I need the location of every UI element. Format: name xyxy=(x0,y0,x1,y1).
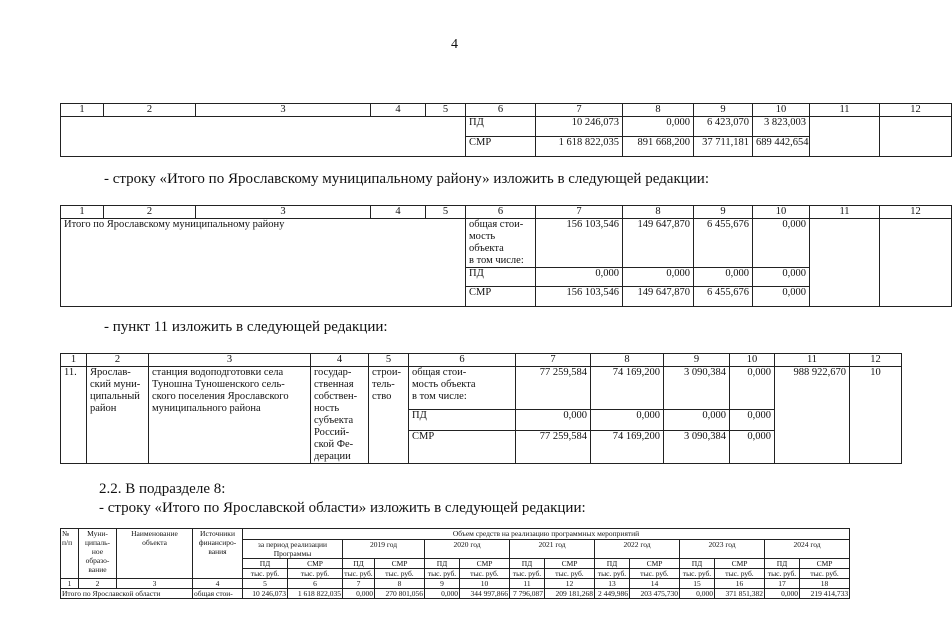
column-number-cell: 8 xyxy=(623,104,694,117)
value-cell: 0,000 xyxy=(753,268,810,287)
empty-cell xyxy=(810,219,880,307)
value-cell: 10 246,073 xyxy=(243,589,288,599)
column-number-cell: 10 xyxy=(753,104,810,117)
column-number-cell: 5 xyxy=(426,206,466,219)
table-yaroslavl-district-total xyxy=(60,205,952,307)
header-smr: СМР xyxy=(460,559,510,569)
total-cost-cell: 988 922,670 xyxy=(775,367,850,464)
column-number-cell: 12 xyxy=(545,579,595,589)
value-cell: 6 455,676 xyxy=(694,219,753,268)
header-unit: тыс. руб. xyxy=(765,569,800,579)
column-number-cell: 4 xyxy=(193,579,243,589)
header-unit: тыс. руб. xyxy=(630,569,680,579)
empty-cell xyxy=(880,117,952,157)
column-number-cell: 7 xyxy=(343,579,375,589)
header-unit: тыс. руб. xyxy=(595,569,630,579)
source-cell: общая стои- мость объекта в том числе: xyxy=(466,219,536,268)
column-number-cell: 6 xyxy=(288,579,343,589)
value-cell: 7 796,087 xyxy=(510,589,545,599)
column-number-cell: 4 xyxy=(371,206,426,219)
column-number-cell: 4 xyxy=(311,354,369,367)
header-year: 2020 год xyxy=(425,540,510,559)
column-number-cell: 7 xyxy=(516,354,591,367)
header-unit: тыс. руб. xyxy=(288,569,343,579)
column-number-cell: 3 xyxy=(196,206,371,219)
column-number-cell: 8 xyxy=(591,354,664,367)
header-pd: ПД xyxy=(595,559,630,569)
value-cell: 0,000 xyxy=(425,589,460,599)
column-number-cell: 2 xyxy=(104,104,196,117)
ownership-cell: государ- ственная собствен- ность субъекта Россий- ской Фе- дерации xyxy=(311,367,369,464)
header-period: за период реализации Программы xyxy=(243,540,343,559)
header-sources: Источники финансиро- вания xyxy=(193,529,243,579)
instruction-paragraph: - строку «Итого по Ярославскому муниципальному району» изложить в следующей редакции: xyxy=(104,171,709,187)
column-number-cell: 7 xyxy=(536,206,623,219)
header-unit: тыс. руб. xyxy=(800,569,850,579)
value-cell: 77 259,584 xyxy=(516,367,591,410)
table-yaroslavl-region-total xyxy=(60,528,850,599)
value-cell: 156 103,546 xyxy=(536,287,623,307)
value-cell: 156 103,546 xyxy=(536,219,623,268)
value-cell: 37 711,181 xyxy=(694,137,753,157)
column-number-cell: 10 xyxy=(753,206,810,219)
column-number-cell: 6 xyxy=(409,354,516,367)
header-pd: ПД xyxy=(343,559,375,569)
table-item-11 xyxy=(60,353,902,464)
header-year: 2019 год xyxy=(343,540,425,559)
column-number-cell: 10 xyxy=(730,354,775,367)
count-cell: 10 xyxy=(850,367,902,464)
row-label-cell: Итого по Ярославскому муниципальному району xyxy=(61,219,466,307)
header-unit: тыс. руб. xyxy=(375,569,425,579)
value-cell: 371 851,382 xyxy=(715,589,765,599)
column-number-cell: 9 xyxy=(694,206,753,219)
column-number-cell: 2 xyxy=(87,354,149,367)
column-number-cell: 6 xyxy=(466,206,536,219)
value-cell: 149 647,870 xyxy=(623,287,694,307)
value-cell: 203 475,730 xyxy=(630,589,680,599)
column-number-cell: 11 xyxy=(775,354,850,367)
header-smr: СМР xyxy=(630,559,680,569)
header-row xyxy=(61,529,850,540)
value-cell: 209 181,268 xyxy=(545,589,595,599)
column-number-cell: 1 xyxy=(61,579,79,589)
value-cell: 6 455,676 xyxy=(694,287,753,307)
column-number-cell: 12 xyxy=(880,104,952,117)
column-number-cell: 11 xyxy=(510,579,545,589)
value-cell: 0,000 xyxy=(623,268,694,287)
column-number-cell: 5 xyxy=(243,579,288,589)
column-number-cell: 3 xyxy=(149,354,311,367)
header-pd: ПД xyxy=(243,559,288,569)
instruction-paragraph: - строку «Итого по Ярославской области» изложить в следующей редакции: xyxy=(99,500,586,516)
column-number-cell: 18 xyxy=(800,579,850,589)
value-cell: 74 169,200 xyxy=(591,431,664,464)
column-number-cell: 14 xyxy=(630,579,680,589)
value-cell: 0,000 xyxy=(730,367,775,410)
header-pd: ПД xyxy=(425,559,460,569)
value-cell: 1 618 822,035 xyxy=(288,589,343,599)
value-cell: 0,000 xyxy=(730,431,775,464)
column-number-row xyxy=(61,206,952,219)
value-cell: 0,000 xyxy=(753,219,810,268)
page-number: 4 xyxy=(451,37,458,52)
header-smr: СМР xyxy=(800,559,850,569)
header-year: 2021 год xyxy=(510,540,595,559)
column-number-cell: 9 xyxy=(694,104,753,117)
column-number-cell: 9 xyxy=(664,354,730,367)
column-number-cell: 3 xyxy=(196,104,371,117)
header-unit: тыс. руб. xyxy=(425,569,460,579)
column-number-cell: 8 xyxy=(623,206,694,219)
header-year: 2023 год xyxy=(680,540,765,559)
column-number-cell: 4 xyxy=(371,104,426,117)
column-number-cell: 11 xyxy=(810,104,880,117)
header-smr: СМР xyxy=(375,559,425,569)
column-number-cell: 2 xyxy=(104,206,196,219)
source-cell: СМР xyxy=(409,431,516,464)
work-type-cell: строи- тель- ство xyxy=(369,367,409,464)
source-cell: ПД xyxy=(466,117,536,137)
table-row xyxy=(61,589,850,599)
column-number-cell: 6 xyxy=(466,104,536,117)
header-smr: СМР xyxy=(715,559,765,569)
value-cell: 0,000 xyxy=(516,410,591,431)
merged-empty-cell xyxy=(61,117,466,157)
table-row xyxy=(61,117,952,137)
column-number-cell: 1 xyxy=(61,104,104,117)
header-municipality: Муни- ципаль- ное образо- вание xyxy=(79,529,117,579)
column-number-cell: 7 xyxy=(536,104,623,117)
column-number-cell: 5 xyxy=(369,354,409,367)
value-cell: 0,000 xyxy=(591,410,664,431)
column-number-cell: 2 xyxy=(79,579,117,589)
column-number-cell: 12 xyxy=(880,206,952,219)
value-cell: 0,000 xyxy=(753,287,810,307)
value-cell: 0,000 xyxy=(730,410,775,431)
value-cell: 270 801,056 xyxy=(375,589,425,599)
value-cell: 0,000 xyxy=(343,589,375,599)
municipality-cell: Ярослав- ский муни- ципальный район xyxy=(87,367,149,464)
value-cell: 10 246,073 xyxy=(536,117,623,137)
header-volume: Объем средств на реализацию программных мероприятий xyxy=(243,529,850,540)
column-number-cell: 5 xyxy=(426,104,466,117)
value-cell: 689 442,654 xyxy=(753,137,810,157)
column-number-row xyxy=(61,579,850,589)
instruction-paragraph: - пункт 11 изложить в следующей редакции: xyxy=(104,319,388,335)
header-pd: ПД xyxy=(510,559,545,569)
column-number-cell: 1 xyxy=(61,354,87,367)
header-smr: СМР xyxy=(545,559,595,569)
value-cell: 74 169,200 xyxy=(591,367,664,410)
source-cell: общая стои- мость объекта в том числе: xyxy=(409,367,516,410)
item-number-cell: 11. xyxy=(61,367,87,464)
header-pd: ПД xyxy=(765,559,800,569)
header-smr: СМР xyxy=(288,559,343,569)
value-cell: 891 668,200 xyxy=(623,137,694,157)
value-cell: 0,000 xyxy=(765,589,800,599)
column-number-cell: 1 xyxy=(61,206,104,219)
value-cell: 0,000 xyxy=(623,117,694,137)
value-cell: 3 090,384 xyxy=(664,367,730,410)
value-cell: 344 997,866 xyxy=(460,589,510,599)
column-number-cell: 12 xyxy=(850,354,902,367)
column-number-cell: 11 xyxy=(810,206,880,219)
source-cell: общая стои- xyxy=(193,589,243,599)
column-number-cell: 9 xyxy=(425,579,460,589)
value-cell: 6 423,070 xyxy=(694,117,753,137)
empty-cell xyxy=(880,219,952,307)
column-number-cell: 10 xyxy=(460,579,510,589)
value-cell: 0,000 xyxy=(680,589,715,599)
header-unit: тыс. руб. xyxy=(460,569,510,579)
section-heading: 2.2. В подразделе 8: xyxy=(99,481,226,497)
source-cell: ПД xyxy=(409,410,516,431)
header-year: 2022 год xyxy=(595,540,680,559)
value-cell: 1 618 822,035 xyxy=(536,137,623,157)
header-unit: тыс. руб. xyxy=(545,569,595,579)
source-cell: СМР xyxy=(466,137,536,157)
table-row xyxy=(61,219,952,268)
header-object: Наименование объекта xyxy=(117,529,193,579)
header-num: № п/п xyxy=(61,529,79,579)
header-unit: тыс. руб. xyxy=(243,569,288,579)
header-year: 2024 год xyxy=(765,540,850,559)
table-fragment-top xyxy=(60,103,952,157)
table-row xyxy=(61,367,902,410)
value-cell: 77 259,584 xyxy=(516,431,591,464)
value-cell: 0,000 xyxy=(664,410,730,431)
header-unit: тыс. руб. xyxy=(715,569,765,579)
header-unit: тыс. руб. xyxy=(344,569,373,578)
source-cell: ПД xyxy=(466,268,536,287)
value-cell: 2 449,986 xyxy=(595,589,630,599)
value-cell: 3 823,003 xyxy=(753,117,810,137)
value-cell: 149 647,870 xyxy=(623,219,694,268)
value-cell: 219 414,733 xyxy=(800,589,850,599)
column-number-cell: 16 xyxy=(715,579,765,589)
column-number-cell: 15 xyxy=(680,579,715,589)
value-cell: 3 090,384 xyxy=(664,431,730,464)
object-name-cell: станция водоподготовки села Туношна Туношенского сель- ского поселения Ярославского муниципального района xyxy=(149,367,311,464)
column-number-cell: 17 xyxy=(765,579,800,589)
column-number-cell: 3 xyxy=(117,579,193,589)
header-pd: ПД xyxy=(680,559,715,569)
value-cell: 0,000 xyxy=(694,268,753,287)
column-number-row xyxy=(61,354,902,367)
row-label-cell: Итого по Ярославской области xyxy=(61,589,193,599)
empty-cell xyxy=(810,117,880,157)
source-cell: СМР xyxy=(466,287,536,307)
value-cell: 0,000 xyxy=(536,268,623,287)
column-number-cell: 8 xyxy=(375,579,425,589)
column-number-cell: 13 xyxy=(595,579,630,589)
column-number-row xyxy=(61,104,952,117)
header-unit: тыс. руб. xyxy=(510,569,545,579)
header-unit: тыс. руб. xyxy=(680,569,715,579)
